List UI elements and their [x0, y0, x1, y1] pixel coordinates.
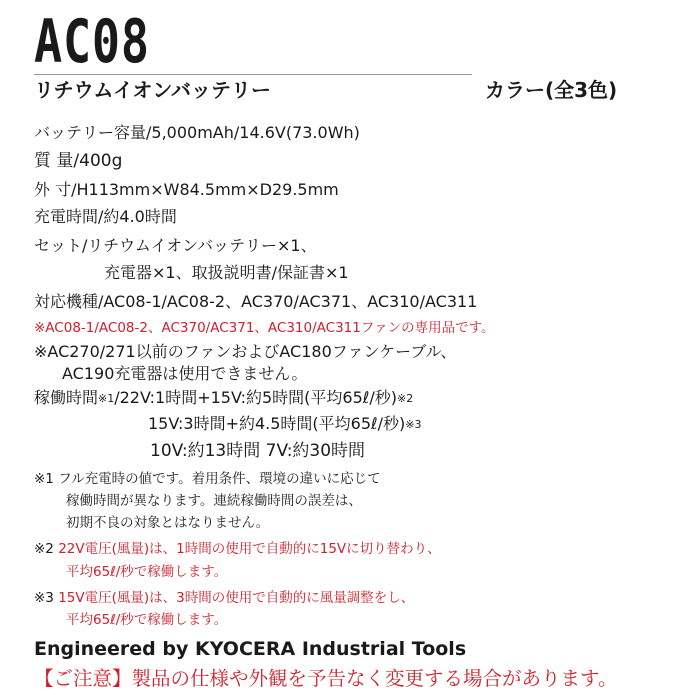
- model-number: AC08: [34, 7, 150, 77]
- footnote-1-text1: フル充電時の値です。着用条件、環境の違いに応じて: [58, 471, 381, 487]
- incompatible-note-line2: AC190充電器は使用できません。: [62, 364, 308, 383]
- runtime-line2: 15V:3時間+約4.5時間(平均65ℓ/秒): [148, 414, 406, 433]
- spec-set-line2: 充電器×1、取扱説明書/保証書×1: [104, 263, 349, 282]
- footnote-1-line3: 初期不良の対象とはなりません。: [66, 515, 270, 531]
- runtime-label: 稼働時間: [34, 388, 99, 407]
- product-name: リチウムイオンバッテリー: [34, 78, 271, 102]
- runtime-footnote-mark2: ※2: [397, 392, 414, 405]
- header-divider: [34, 74, 472, 75]
- runtime-footnote-mark3: ※3: [405, 418, 422, 431]
- footnote-3-line1: [34, 588, 414, 608]
- spec-weight: 質 量/400g: [34, 151, 123, 171]
- spec-dimensions: 外 寸/H113mm×W84.5mm×D29.5mm: [34, 180, 339, 199]
- caution-notice: 【ご注意】製品の仕様や外観を予告なく変更する場合があります。: [34, 667, 618, 690]
- footnote-1-line1: [34, 469, 381, 489]
- footnote-2-line1: [34, 539, 441, 559]
- runtime-footnote-mark1: ※1: [98, 392, 115, 405]
- spec-set-line1: セット/リチウムイオンバッテリー×1、: [34, 236, 317, 255]
- footnote-3-line2: 平均65ℓ/秒で稼働します。: [66, 612, 228, 628]
- runtime-row3: 10V:約13時間 7V:約30時間: [150, 441, 366, 461]
- incompatible-note-line1: ※AC270/271以前のファンおよびAC180ファンケーブル、: [34, 342, 457, 361]
- color-label: カラー(全3色): [485, 78, 618, 102]
- engineered-by-text: Engineered by KYOCERA Industrial Tools: [34, 638, 467, 660]
- footnote-2-mark: ※2: [34, 541, 54, 557]
- runtime-row2: [148, 413, 422, 436]
- footnote-1-line2: 稼働時間が異なります。連続稼働時間の誤差は、: [66, 493, 362, 509]
- footnote-2-text1: 22V電圧(風量)は、1時間の使用で自動的に15Vに切り替わり、: [58, 541, 441, 557]
- footnote-3-mark: ※3: [34, 590, 54, 606]
- spec-capacity: バッテリー容量/5,000mAh/14.6V(73.0Wh): [34, 123, 360, 142]
- runtime-row1: [34, 387, 413, 410]
- exclusive-note: ※AC08-1/AC08-2、AC370/AC371、AC310/AC311ファンの専用品です。: [34, 320, 495, 336]
- spec-compatible: 対応機種/AC08-1/AC08-2、AC370/AC371、AC310/AC311: [34, 292, 478, 311]
- runtime-line1: /22V:1時間+15V:約5時間(平均65ℓ/秒): [114, 388, 398, 407]
- footnote-1-mark: ※1: [34, 471, 54, 487]
- footnote-3-text1: 15V電圧(風量)は、3時間の使用で自動的に風量調整をし、: [58, 590, 415, 606]
- footnote-2-line2: 平均65ℓ/秒で稼働します。: [66, 564, 228, 580]
- spec-charge-time: 充電時間/約4.0時間: [34, 207, 177, 226]
